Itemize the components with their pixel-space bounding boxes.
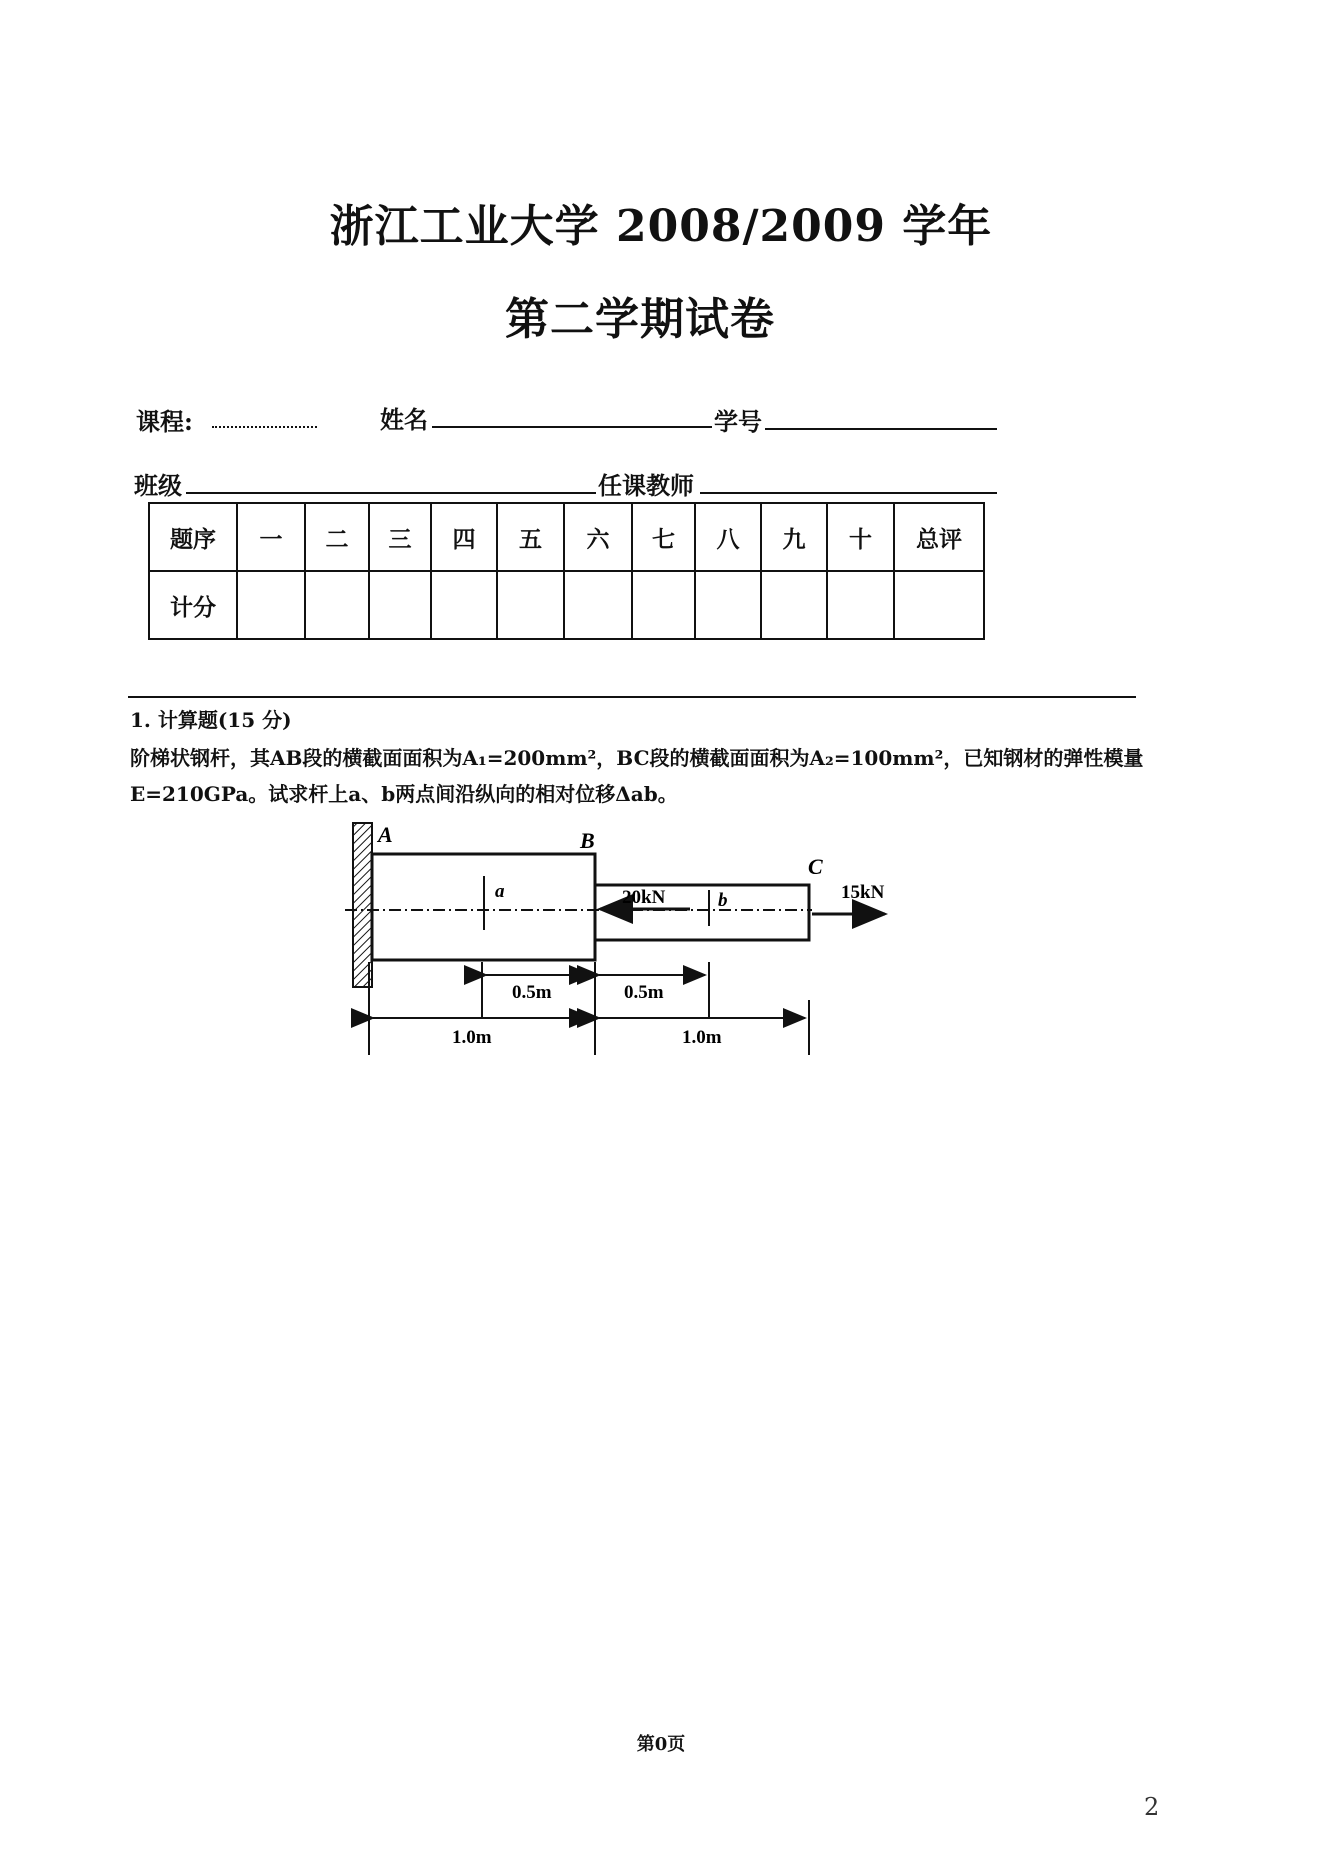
point-label-C: C: [808, 854, 823, 879]
force-label-20kN: 20kN: [622, 887, 666, 908]
page-footer-label: 第0页: [636, 1734, 686, 1755]
col-header: 六: [564, 503, 632, 571]
dim-label-1.0m-bc: 1.0m: [682, 1027, 722, 1048]
course-label: 课程:: [136, 407, 193, 436]
col-header: 九: [761, 503, 827, 571]
dim-label-0.5m-left: 0.5m: [512, 982, 552, 1003]
section-label-a: a: [495, 881, 505, 902]
col-header: 七: [632, 503, 695, 571]
force-label-15kN: 15kN: [841, 882, 885, 903]
dim-label-1.0m-ab: 1.0m: [452, 1027, 492, 1048]
total-score-label: 总评: [894, 503, 984, 571]
exam-title-line2: 第二学期试卷: [505, 294, 775, 345]
col-header: 二: [305, 503, 369, 571]
teacher-label: 任课教师: [598, 471, 694, 500]
col-header: 四: [431, 503, 497, 571]
name-label: 姓名: [380, 405, 428, 434]
section-label-b: b: [718, 890, 728, 911]
score-row-label: 计分: [149, 571, 237, 639]
question-order-label: 题序: [149, 503, 237, 571]
page-number: 2: [1144, 1793, 1160, 1821]
class-label: 班级: [134, 471, 182, 500]
point-label-B: B: [580, 828, 595, 853]
exam-title-line1: 浙江工业大学 2008/2009 学年: [329, 201, 993, 252]
col-header: 三: [369, 503, 431, 571]
point-label-A: A: [378, 822, 393, 847]
dim-label-0.5m-right: 0.5m: [624, 982, 664, 1003]
question1-heading: 1. 计算题(15 分): [130, 708, 292, 732]
col-header: 八: [695, 503, 761, 571]
student-id-label: 学号: [714, 407, 762, 436]
col-header: 十: [827, 503, 894, 571]
col-header: 五: [497, 503, 564, 571]
question1-text: 阶梯状钢杆，其AB段的横截面面积为A₁=200mm²，BC段的横截面面积为A₂=100mm²，已知钢材的弹性模量E=210GPa。试求杆上a、b两点间沿纵向的相对位移Δab。: [130, 746, 1144, 806]
col-header: 一: [237, 503, 305, 571]
